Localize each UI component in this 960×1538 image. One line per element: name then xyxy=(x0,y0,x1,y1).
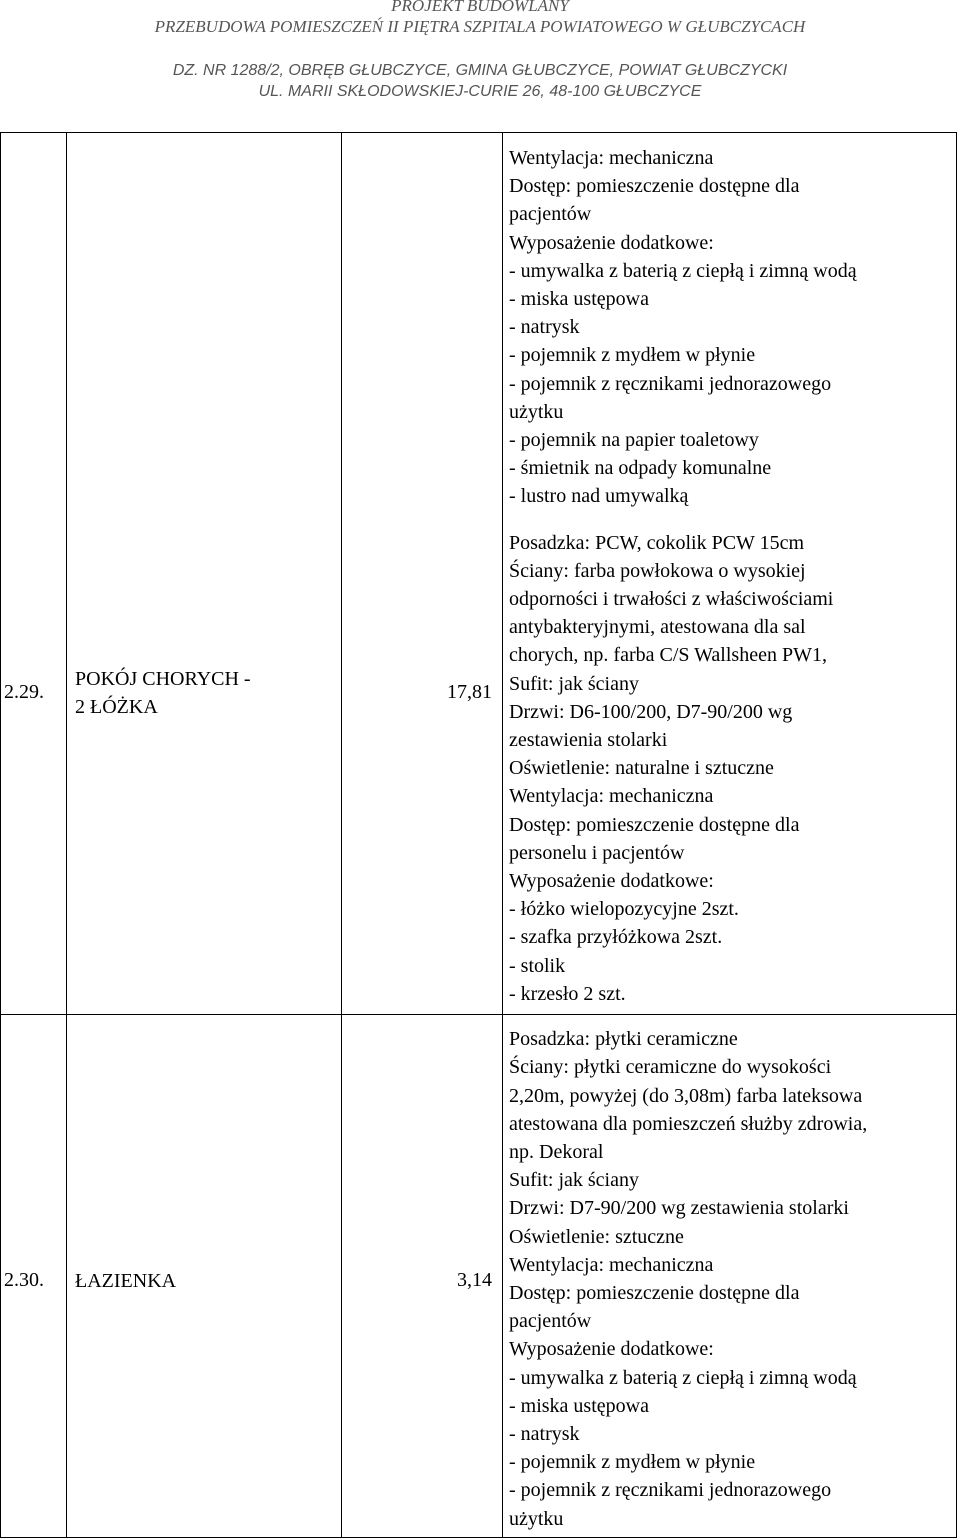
description-line: Sufit: jak ściany xyxy=(509,672,639,695)
description-line: Wentylacja: mechaniczna xyxy=(509,1253,714,1276)
header-project-title: PRZEBUDOWA POMIESZCZEŃ II PIĘTRA SZPITALA POWIATOWEGO W GŁUBCZYCACH xyxy=(154,17,806,36)
description-line: - stolik xyxy=(509,954,566,977)
description-line: - umywalka z baterią z ciepłą i zimną wodą xyxy=(509,259,857,282)
description-line: - pojemnik z ręcznikami jednorazowego xyxy=(509,372,832,395)
description-line: Wyposażenie dodatkowe: xyxy=(509,231,714,254)
description-line: użytku xyxy=(509,400,564,423)
description-line: Wentylacja: mechaniczna xyxy=(509,785,714,808)
description-line: 2,20m, powyżej (do 3,08m) farba lateksowa xyxy=(509,1084,863,1107)
description-line: pacjentów xyxy=(509,1310,592,1333)
description-line: Sufit: jak ściany xyxy=(509,1169,639,1192)
description-line: - pojemnik z ręcznikami jednorazowego xyxy=(509,1479,832,1502)
description-line: - pojemnik na papier toaletowy xyxy=(509,429,759,452)
room-name-line: 2 ŁÓŻKA xyxy=(75,695,158,718)
description-line: - pojemnik z mydłem w płynie xyxy=(509,1451,756,1474)
header-address: UL. MARII SKŁODOWSKIEJ-CURIE 26, 48-100 GŁUBCZYCE xyxy=(258,83,702,100)
room-description xyxy=(503,133,957,1015)
description-line: Dostęp: pomieszczenie dostępne dla xyxy=(509,1281,800,1304)
description-line: - lustro nad umywalką xyxy=(509,485,689,508)
description-line: pacjentów xyxy=(509,203,592,226)
room-name xyxy=(67,133,342,1015)
description-line: Dostęp: pomieszczenie dostępne dla xyxy=(509,813,800,836)
rooms-table xyxy=(0,132,957,1538)
description-line: personelu i pacjentów xyxy=(509,841,685,864)
description-line: Drzwi: D6-100/200, D7-90/200 wg xyxy=(509,700,793,723)
description-line: - miska ustępowa xyxy=(509,1394,649,1417)
description-line: zestawienia stolarki xyxy=(509,729,668,752)
description-line: Wyposażenie dodatkowe: xyxy=(509,1338,714,1361)
description-line: - natrysk xyxy=(509,1422,580,1445)
room-number: 2.29. xyxy=(1,133,67,1015)
room-name: ŁAZIENKA xyxy=(67,1015,342,1538)
description-line: Wentylacja: mechaniczna xyxy=(509,147,714,169)
description-line: chorych, np. farba C/S Wallsheen PW1, xyxy=(509,644,827,667)
description-line: odporności i trwałości z właściwościami xyxy=(509,588,834,611)
description-main xyxy=(509,517,956,1014)
description-line: antybakteryjnymi, atestowana dla sal xyxy=(509,616,806,639)
description-line: - śmietnik na odpady komunalne xyxy=(509,457,772,480)
description-line: - miska ustępowa xyxy=(509,288,649,311)
description-line: - krzesło 2 szt. xyxy=(509,982,626,1005)
table-row xyxy=(1,1015,957,1538)
description-line: np. Dekoral xyxy=(509,1140,604,1163)
description-line: Drzwi: D7-90/200 wg zestawienia stolarki xyxy=(509,1197,849,1220)
description-continued xyxy=(509,133,956,517)
description-line: Posadzka: płytki ceramiczne xyxy=(509,1028,738,1051)
header-plot-info: DZ. NR 1288/2, OBRĘB GŁUBCZYCE, GMINA GŁUBCZYCE, POWIAT GŁUBCZYCKI xyxy=(172,62,788,79)
header-project-type: PROJEKT BUDOWLANY xyxy=(391,0,569,15)
room-number: 2.30. xyxy=(1,1015,67,1538)
room-area: 17,81 xyxy=(342,133,503,1015)
description-line: Oświetlenie: sztuczne xyxy=(509,1225,684,1248)
description-main xyxy=(509,1015,956,1537)
description-line: - łóżko wielopozycyjne 2szt. xyxy=(509,898,739,921)
description-line: użytku xyxy=(509,1507,564,1530)
room-area: 3,14 xyxy=(342,1015,503,1538)
description-line: Posadzka: PCW, cokolik PCW 15cm xyxy=(509,531,804,554)
room-name-line: POKÓJ CHORYCH - xyxy=(75,667,251,690)
description-line: - natrysk xyxy=(509,316,580,339)
table-row xyxy=(1,133,957,1015)
description-line: - szafka przyłóżkowa 2szt. xyxy=(509,926,723,949)
description-line: - pojemnik z mydłem w płynie xyxy=(509,344,756,367)
description-line: Dostęp: pomieszczenie dostępne dla xyxy=(509,175,800,198)
description-line: Ściany: płytki ceramiczne do wysokości xyxy=(509,1056,832,1079)
description-line: Ściany: farba powłokowa o wysokiej xyxy=(509,559,806,582)
description-line: atestowana dla pomieszczeń służby zdrowia, xyxy=(509,1112,868,1135)
description-line: - umywalka z baterią z ciepłą i zimną wodą xyxy=(509,1366,857,1389)
description-line: Wyposażenie dodatkowe: xyxy=(509,870,714,893)
description-line: Oświetlenie: naturalne i sztuczne xyxy=(509,757,774,780)
room-description xyxy=(503,1015,957,1538)
